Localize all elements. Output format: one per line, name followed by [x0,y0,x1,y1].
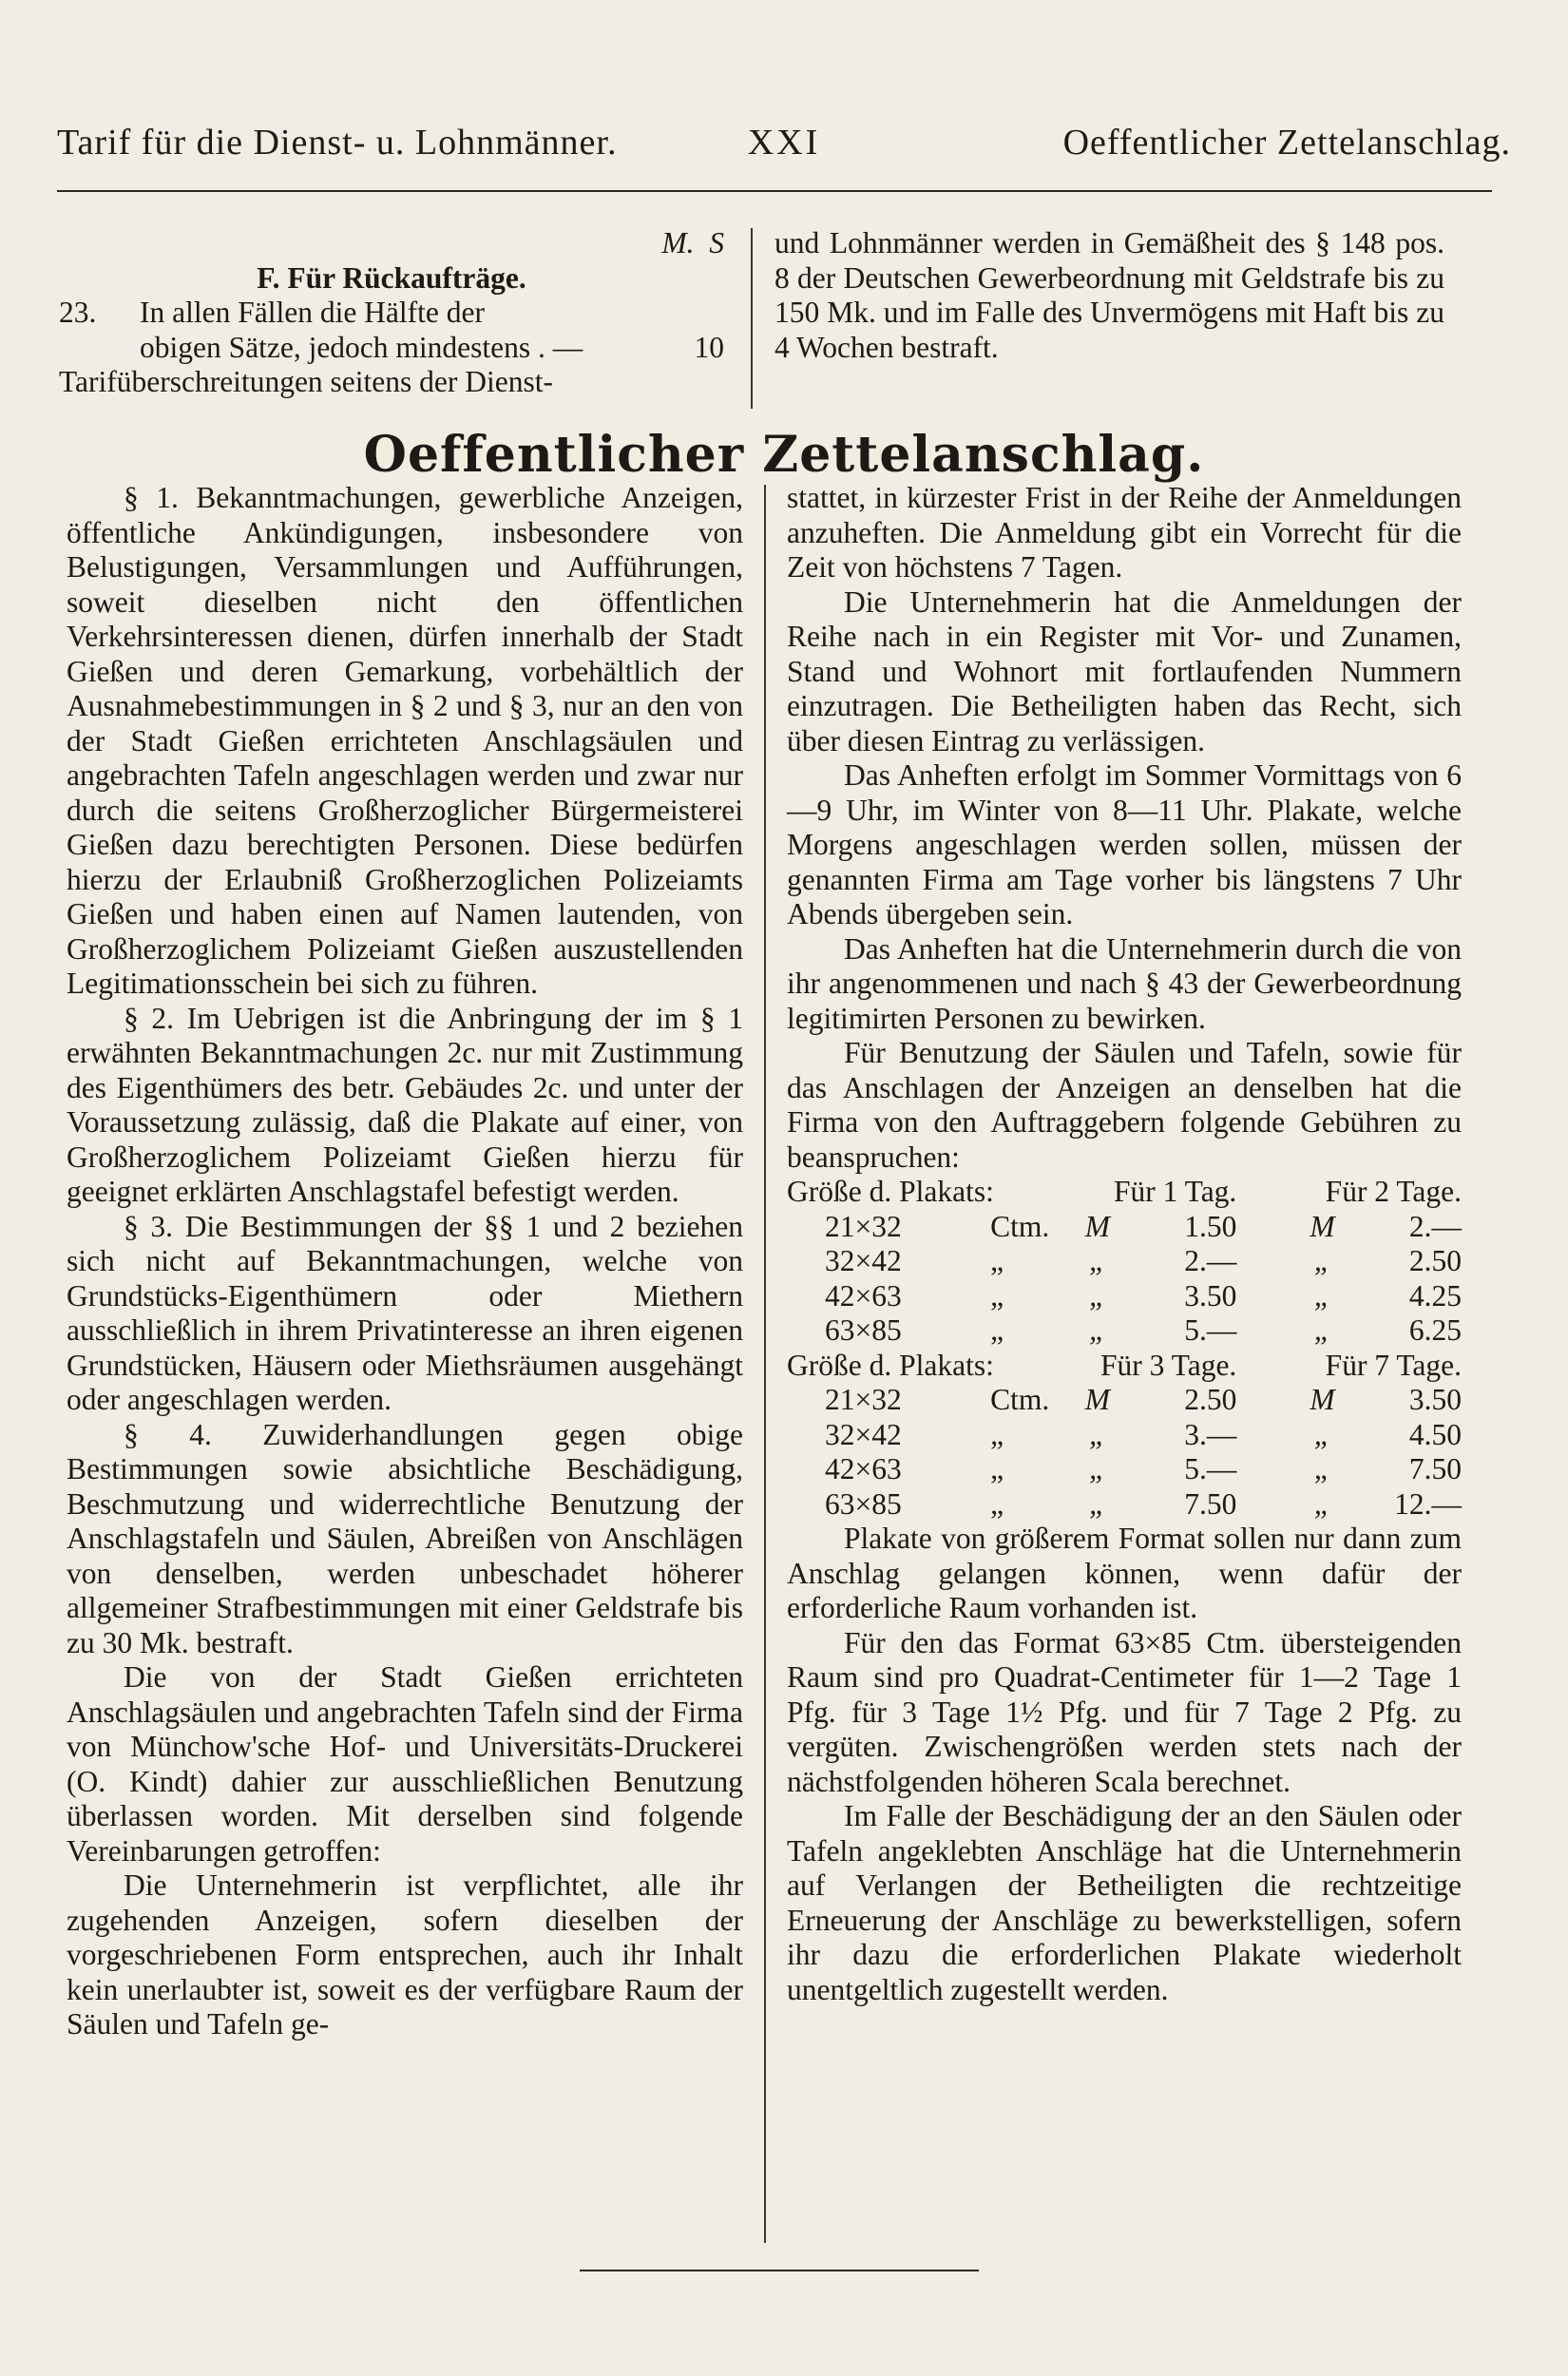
currency-cell: „ [1089,1244,1106,1277]
currency-cell: „ [1089,1278,1106,1313]
unit-cell: „ [990,1417,1004,1451]
bottom-rule [580,2270,979,2271]
tariff-table-2 [787,1349,1462,1523]
price-cell: 2.— [1184,1244,1237,1277]
price-cell: 7.50 [1408,1452,1462,1485]
currency-cell: „ [1089,1313,1106,1347]
trailing-text: Tarifüberschreitungen seitens der Dienst- [59,365,553,398]
currency-cell: „ [1089,1486,1106,1521]
price-cell: 3.50 [1184,1278,1237,1313]
item-number: 23. [59,296,97,329]
price-cell: 6.25 [1408,1313,1462,1347]
currency-cell: „ [1313,1417,1331,1451]
right-column [787,481,1462,2007]
size-cell: 21×32 [825,1383,902,1416]
table-header-b: Für 7 Tage. [1325,1348,1462,1382]
tariff-table-1 [787,1175,1462,1349]
currency-cell: „ [1313,1452,1331,1485]
table-header-size: Größe d. Plakats: [787,1175,994,1208]
size-cell: 42×63 [825,1278,902,1313]
table-row [787,1210,1462,1245]
item-amount-row [59,331,724,366]
header-left: Tarif für die Dienst- u. Lohnmänner. [57,123,618,163]
section-title: F. Für Rückaufträge. [257,260,526,295]
tariff-table-2-header [787,1349,1462,1384]
currency-cell: M [1310,1209,1335,1243]
price-cell: 4.50 [1408,1417,1462,1451]
currency-cell: „ [1089,1417,1106,1451]
price-cell: 2.50 [1184,1383,1237,1416]
table-row [787,1383,1462,1418]
unit-cell: „ [990,1452,1004,1485]
paragraph-6: Die Unternehmerin ist verpflichtet, alle ihr zugehenden Anzeigen, sofern dieselben der vorgeschriebenen Form entsprechen, auch ihr Inhalt kein unerlaubter ist, soweit es der verfügbare Raum der Säulen und Tafeln ge- [67,1868,743,2041]
table-row [787,1279,1462,1314]
currency-cell: „ [1313,1244,1331,1277]
unit-cell: „ [990,1486,1004,1521]
right-paragraph-2: Die Unternehmerin hat die Anmeldungen der Reihe nach in ein Register mit Vor- und Zunamen, Stand und Wohnort mit fortlaufenden Nummern einzutragen. Die Betheiligten haben das Recht, sich über diesen Eintrag zu verlässigen. [787,584,1462,757]
table-row [787,1452,1462,1487]
size-cell: 63×85 [825,1486,902,1521]
currency-cell: M [1084,1209,1110,1243]
unit-cell: Ctm. [990,1383,1050,1416]
header-right: Oeffentlicher Zettelanschlag. [1062,123,1511,163]
header-rule [57,190,1492,192]
right-paragraph-5: Für Benutzung der Säulen und Tafeln, sowie für das Anschlagen der Anzeigen an denselben hat die Firma von den Auftraggebern folgende Gebühren zu beanspruchen: [787,1036,1462,1174]
currency-heading: M. S [661,226,724,259]
unit-cell: „ [990,1244,1004,1277]
currency-cell: „ [1089,1452,1106,1485]
price-cell: 2.50 [1408,1244,1462,1277]
paragraph-1: § 1. Bekanntmachungen, gewerbliche Anzeigen, öffentliche Ankündigungen, insbesondere von Belustigungen, Versammlungen und Aufführungen, soweit dieselben nicht den öffentlichen Verkehrsinteressen dienen, dürfen innerhalb der Stadt Gießen und deren Gemarkung, vorbehältlich der Ausnahmebestimmungen in § 2 und § 3, nur an den von der Stadt Gießen errichteten Anschlagsäulen und angebrachten Tafeln angeschlagen werden und zwar nur durch die seitens Großherzoglicher Bürgermeisterei Gießen dazu berechtigten Personen. Diese bedürfen hierzu der Erlaubniß Großherzoglichen Polizeiamts Gießen und haben einen auf Namen lautenden, von Großherzoglichem Polizeiamt Gießen auszustellenden Legitimationsschein bei sich zu führen. [67,481,743,1000]
size-cell: 32×42 [825,1417,902,1451]
tariff-table-1-header [787,1175,1462,1210]
price-cell: 1.50 [1184,1209,1237,1243]
top-right-text: und Lohnmänner werden in Gemäßheit des § 148 pos. 8 der Deutschen Gewerbeordnung mit Geldstrafe bis zu 150 Mk. und im Falle des Unvermögens mit Haft bis zu 4 Wochen bestraft. [774,226,1444,364]
right-paragraph-1: stattet, in kürzester Frist in der Reihe der Anmeldungen anzuheften. Die Anmeldung gibt ein Vorrecht für die Zeit von höchstens 7 Tagen. [787,481,1462,584]
top-right-block [774,226,1444,365]
size-cell: 32×42 [825,1244,902,1277]
table-header-size: Größe d. Plakats: [787,1348,994,1382]
right-paragraph-6: Plakate von größerem Format sollen nur dann zum Anschlag gelangen können, wenn dafür der erforderliche Raum vorhanden ist. [787,1522,1462,1624]
right-paragraph-7: Für den das Format 63×85 Ctm. übersteigenden Raum sind pro Quadrat-Centimeter für 1—2 Tage 1 Pfg. für 3 Tage 1½ Pfg. und für 7 Tage 2 Pfg. zu vergüten. Zwischengrößen werden stets nach der nächstfolgenden höheren Scala berechnet. [787,1625,1462,1798]
table-row [787,1487,1462,1523]
price-cell: 5.— [1184,1452,1237,1485]
price-cell: 12.— [1394,1486,1462,1521]
right-paragraph-8: Im Falle der Beschädigung der an den Säulen oder Tafeln angeklebten Anschläge hat die Unternehmerin auf Verlangen der Betheiligten die rechtzeitige Erneuerung der Anschläge zu bewerkstelligen, sofern ihr dazu die erforderlichen Plakate wiederholt unentgeltlich zugestellt werden. [787,1799,1462,2006]
price-cell: 5.— [1184,1313,1237,1347]
table-header-b: Für 2 Tage. [1325,1175,1462,1208]
main-column-divider [764,485,766,2243]
top-left-block [59,226,724,400]
running-header [57,122,1511,171]
currency-cell: „ [1313,1313,1331,1347]
item-amount: 10 [694,330,724,364]
currency-cell: „ [1313,1486,1331,1521]
unit-cell: „ [990,1278,1004,1313]
price-cell: 3.— [1184,1417,1237,1451]
main-title: Oeffentlicher Zettelanschlag. [363,426,1205,484]
price-cell: 2.— [1408,1209,1462,1243]
paragraph-4: § 4. Zuwiderhandlungen gegen obige Bestimmungen sowie absichtliche Beschädigung, Beschmutzung und widerrechtliche Benutzung der Anschlagstafeln und Säulen, Abreißen von Anschlägen von denselben, werden unbeschadet höherer allgemeiner Strafbestimmungen mit einer Geldstrafe bis zu 30 Mk. bestraft. [67,1417,743,1659]
currency-cell: M [1310,1383,1335,1416]
item-text-line1: In allen Fällen die Hälfte der [140,296,485,329]
table-row [787,1418,1462,1453]
size-cell: 21×32 [825,1209,902,1243]
right-paragraph-3: Das Anheften erfolgt im Sommer Vormittags von 6—9 Uhr, im Winter von 8—11 Uhr. Plakate, welche Morgens angeschlagen werden sollen, müssen der genannten Firma am Tage vorher bis längstens 7 Uhr Abends übergeben sein. [787,758,1462,930]
unit-cell: Ctm. [990,1209,1050,1243]
price-cell: 4.25 [1408,1278,1462,1313]
currency-cell: „ [1313,1278,1331,1313]
page-number: XXI [747,123,821,163]
right-paragraph-4: Das Anheften hat die Unternehmerin durch die von ihr angenommenen und nach § 43 der Gewerbeordnung legitimirten Personen zu bewirken. [787,931,1462,1035]
item-text-line2: obigen Sätze, jedoch mindestens . — [140,330,583,364]
table-header-a: Für 1 Tag. [1113,1175,1237,1208]
price-cell: 7.50 [1184,1486,1237,1521]
left-column [67,481,743,2042]
table-header-a: Für 3 Tage. [1100,1348,1237,1382]
size-cell: 63×85 [825,1313,902,1347]
paragraph-5: Die von der Stadt Gießen errichteten Anschlagsäulen und angebrachten Tafeln sind der Firma von Münchow'sche Hof- und Universitäts-Druckerei (O. Kindt) dahier zur ausschließlichen Benutzung überlassen worden. Mit derselben sind folgende Vereinbarungen getroffen: [67,1660,743,1868]
top-column-divider [751,228,753,409]
price-cell: 3.50 [1408,1383,1462,1416]
unit-cell: „ [990,1313,1004,1347]
paragraph-2: § 2. Im Uebrigen ist die Anbringung der im § 1 erwähnten Bekanntmachungen 2c. nur mit Zustimmung des Eigenthümers des betr. Gebäudes 2c. und unter der Voraussetzung zulässig, daß die Plakate auf einer, von Großherzoglichem Polizeiamt Gießen hierzu für geeignet erklärten Anschlagstafel befestigt werden. [67,1001,743,1208]
table-row [787,1244,1462,1279]
tariff-item [59,296,724,331]
table-row [787,1313,1462,1349]
currency-cell: M [1084,1383,1110,1416]
size-cell: 42×63 [825,1452,902,1485]
paragraph-3: § 3. Die Bestimmungen der §§ 1 und 2 beziehen sich nicht auf Bekanntmachungen, welche von Grundstücks-Eigenthümern oder Miethern ausschließlich in ihrem Privatinteresse an ihren eigenen Grundstücken, Häusern oder Miethsräumen ausgehängt oder angeschlagen werden. [67,1209,743,1416]
